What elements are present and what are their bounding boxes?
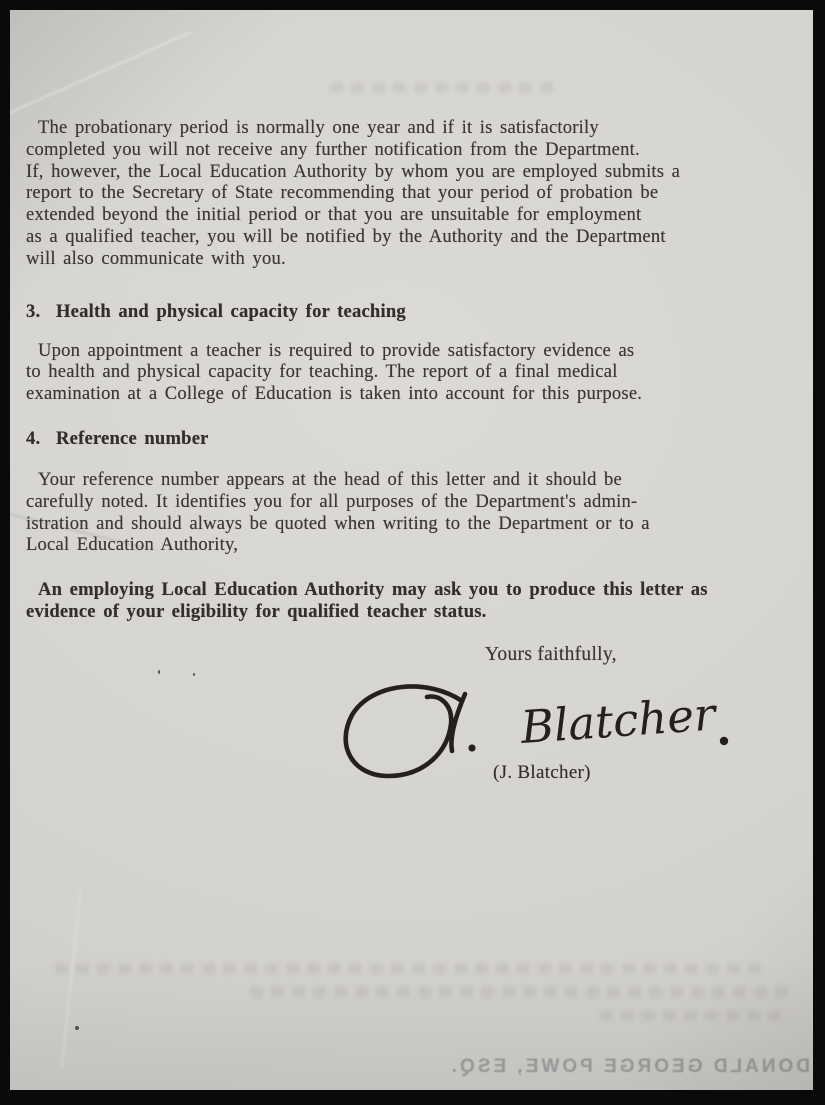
bleedthrough-reversed-text: DONALD GEORGE POWE, ESQ. <box>448 1056 810 1077</box>
text-line: Your reference number appears at the head of this letter and it should be <box>38 468 622 490</box>
document-blocks <box>26 117 808 623</box>
ink-speck <box>193 673 195 676</box>
paper-crease <box>61 890 82 1069</box>
text-line: carefully noted. It identifies you for all purposes of the Department's admin- <box>26 490 638 512</box>
bleedthrough-smudge <box>250 986 790 998</box>
text-line: An employing Local Education Authority may ask you to produce this letter as <box>38 579 708 601</box>
signature-ink-dot <box>468 744 475 751</box>
text-line: istration and should always be quoted when writing to the Department or to a <box>26 512 650 534</box>
closing-salutation: Yours faithfully, <box>485 644 617 665</box>
heading-number: 3. <box>26 300 41 322</box>
text-line: to health and physical capacity for teaching. The report of a final medical <box>26 361 618 383</box>
para-health-evidence <box>26 340 808 405</box>
text-line: Upon appointment a teacher is required to provide satisfactory evidence as <box>38 339 635 361</box>
signature-period-dot <box>720 737 728 745</box>
text-line: evidence of your eligibility for qualified teacher status. <box>26 600 487 622</box>
para-reference-number <box>26 469 808 556</box>
heading-health-capacity <box>26 301 808 323</box>
heading-text: Reference number <box>56 427 209 449</box>
text-line: If, however, the Local Education Authority by whom you are employed submits a <box>26 160 681 182</box>
para-employing-lea <box>26 579 808 623</box>
heading-number: 4. <box>26 427 41 449</box>
heading-text: Health and physical capacity for teaching <box>56 300 406 322</box>
ink-speck <box>158 670 160 674</box>
text-line: will also communicate with you. <box>26 247 286 269</box>
paper-crease <box>10 31 191 122</box>
bleedthrough-smudge <box>55 963 765 974</box>
text-line: The probationary period is normally one year and if it is satisfactorily <box>38 117 599 138</box>
bleedthrough-smudge <box>600 1010 790 1021</box>
text-line: report to the Secretary of State recommending that your period of probation be <box>26 182 659 204</box>
text-line: completed you will not receive any further notification from the Department. <box>26 138 640 160</box>
ink-speck <box>75 1026 79 1030</box>
bleedthrough-smudge <box>330 82 560 93</box>
printed-signatory-name: (J. Blatcher) <box>493 762 591 783</box>
letter-page <box>10 10 813 1090</box>
text-line: extended beyond the initial period or that you are unsuitable for employment <box>26 204 642 226</box>
text-line: Local Education Authority, <box>26 534 239 556</box>
text-line: examination at a College of Education is taken into account for this purpose. <box>26 383 643 405</box>
heading-reference-number <box>26 428 808 450</box>
text-line: as a qualified teacher, you will be notified by the Authority and the Department <box>26 225 666 247</box>
signature-surname: Blatcher <box>519 687 717 754</box>
signature-initial-loop <box>346 686 465 776</box>
para-probationary-period <box>26 117 808 270</box>
